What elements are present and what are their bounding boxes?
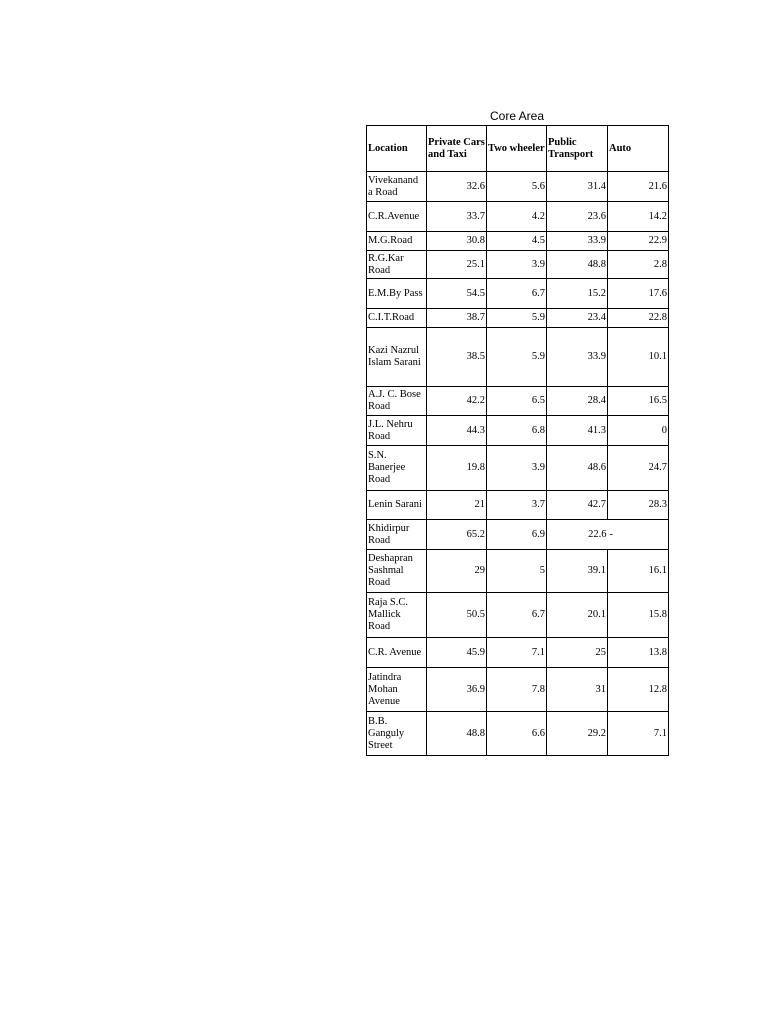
table-row: [367, 668, 669, 712]
table-title: Core Area: [489, 109, 545, 123]
header-auto: Auto: [608, 126, 669, 172]
private-cell: 54.5: [427, 279, 487, 309]
private-cell: 32.6: [427, 172, 487, 202]
private-cell: 38.5: [427, 328, 487, 387]
public-cell: 31: [547, 668, 608, 712]
public-cell: [547, 520, 608, 550]
public-cell: 28.4: [547, 387, 608, 416]
auto-cell: 14.2: [608, 202, 669, 232]
private-cell: 65.2: [427, 520, 487, 550]
header-row: [367, 126, 669, 172]
two-wheeler-cell: 7.8: [487, 668, 547, 712]
table-row: [367, 387, 669, 416]
table-row: [367, 279, 669, 309]
two-wheeler-cell: 4.2: [487, 202, 547, 232]
private-cell: 45.9: [427, 638, 487, 668]
auto-cell: 10.1: [608, 328, 669, 387]
private-cell: 38.7: [427, 309, 487, 328]
two-wheeler-cell: 5.9: [487, 309, 547, 328]
two-wheeler-cell: 5.9: [487, 328, 547, 387]
private-cell: 33.7: [427, 202, 487, 232]
auto-cell: 17.6: [608, 279, 669, 309]
auto-cell: 12.8: [608, 668, 669, 712]
header-private-cars: Private Cars and Taxi: [427, 126, 487, 172]
public-value: 22.6: [588, 528, 607, 540]
two-wheeler-cell: 7.1: [487, 638, 547, 668]
two-wheeler-cell: 3.9: [487, 251, 547, 279]
location-cell: Lenin Sarani: [367, 491, 427, 520]
location-cell: C.R. Avenue: [367, 638, 427, 668]
location-cell: Khidirpur Road: [367, 520, 427, 550]
auto-cell: 0: [608, 416, 669, 446]
table-row: [367, 491, 669, 520]
auto-cell: 28.3: [608, 491, 669, 520]
table-row: [367, 232, 669, 251]
public-cell: 48.8: [547, 251, 608, 279]
two-wheeler-cell: 4.5: [487, 232, 547, 251]
public-cell: 31.4: [547, 172, 608, 202]
two-wheeler-cell: 6.8: [487, 416, 547, 446]
auto-cell: 24.7: [608, 446, 669, 491]
table-row: [367, 638, 669, 668]
location-cell: Jatindra Mohan Avenue: [367, 668, 427, 712]
public-cell: 33.9: [547, 328, 608, 387]
table-row: [367, 593, 669, 638]
location-cell: Raja S.C. Mallick Road: [367, 593, 427, 638]
location-cell: B.B. Ganguly Street: [367, 712, 427, 756]
auto-cell: 16.1: [608, 550, 669, 593]
table-row: [367, 309, 669, 328]
two-wheeler-cell: 3.9: [487, 446, 547, 491]
table-row: [367, 550, 669, 593]
table-row: [367, 416, 669, 446]
location-cell: Vivekanand a Road: [367, 172, 427, 202]
table-row: [367, 251, 669, 279]
table-row: [367, 328, 669, 387]
public-cell: 48.6: [547, 446, 608, 491]
core-area-table: [366, 125, 669, 756]
auto-cell: 13.8: [608, 638, 669, 668]
dash-mark: -: [609, 528, 613, 540]
auto-cell: 16.5: [608, 387, 669, 416]
location-cell: J.L. Nehru Road: [367, 416, 427, 446]
location-cell: M.G.Road: [367, 232, 427, 251]
table-row: [367, 172, 669, 202]
public-cell: 23.6: [547, 202, 608, 232]
header-two-wheeler: Two wheeler: [487, 126, 547, 172]
table-row: [367, 446, 669, 491]
public-cell: 39.1: [547, 550, 608, 593]
auto-cell: [608, 520, 669, 550]
private-cell: 29: [427, 550, 487, 593]
two-wheeler-cell: 5.6: [487, 172, 547, 202]
table-row: [367, 202, 669, 232]
two-wheeler-cell: 6.9: [487, 520, 547, 550]
location-cell: C.I.T.Road: [367, 309, 427, 328]
public-cell: 42.7: [547, 491, 608, 520]
two-wheeler-cell: 3.7: [487, 491, 547, 520]
table-row: [367, 520, 669, 550]
public-cell: 20.1: [547, 593, 608, 638]
public-cell: 33.9: [547, 232, 608, 251]
private-cell: 48.8: [427, 712, 487, 756]
two-wheeler-cell: 6.7: [487, 593, 547, 638]
location-cell: E.M.By Pass: [367, 279, 427, 309]
auto-cell: 2.8: [608, 251, 669, 279]
private-cell: 30.8: [427, 232, 487, 251]
header-location: Location: [367, 126, 427, 172]
public-cell: 15.2: [547, 279, 608, 309]
private-cell: 50.5: [427, 593, 487, 638]
location-cell: R.G.Kar Road: [367, 251, 427, 279]
private-cell: 19.8: [427, 446, 487, 491]
public-cell: 23.4: [547, 309, 608, 328]
table-row: [367, 712, 669, 756]
auto-cell: 22.9: [608, 232, 669, 251]
auto-cell: 7.1: [608, 712, 669, 756]
private-cell: 36.9: [427, 668, 487, 712]
header-public-transport: Public Transport: [547, 126, 608, 172]
auto-cell: 22.8: [608, 309, 669, 328]
two-wheeler-cell: 6.7: [487, 279, 547, 309]
two-wheeler-cell: 6.5: [487, 387, 547, 416]
location-cell: S.N. Banerjee Road: [367, 446, 427, 491]
public-cell: 41.3: [547, 416, 608, 446]
location-cell: A.J. C. Bose Road: [367, 387, 427, 416]
two-wheeler-cell: 6.6: [487, 712, 547, 756]
auto-cell: 15.8: [608, 593, 669, 638]
location-cell: C.R.Avenue: [367, 202, 427, 232]
two-wheeler-cell: 5: [487, 550, 547, 593]
private-cell: 44.3: [427, 416, 487, 446]
private-cell: 42.2: [427, 387, 487, 416]
private-cell: 21: [427, 491, 487, 520]
public-cell: 29.2: [547, 712, 608, 756]
auto-cell: 21.6: [608, 172, 669, 202]
location-cell: Deshapran Sashmal Road: [367, 550, 427, 593]
location-cell: Kazi Nazrul Islam Sarani: [367, 328, 427, 387]
private-cell: 25.1: [427, 251, 487, 279]
public-cell: 25: [547, 638, 608, 668]
